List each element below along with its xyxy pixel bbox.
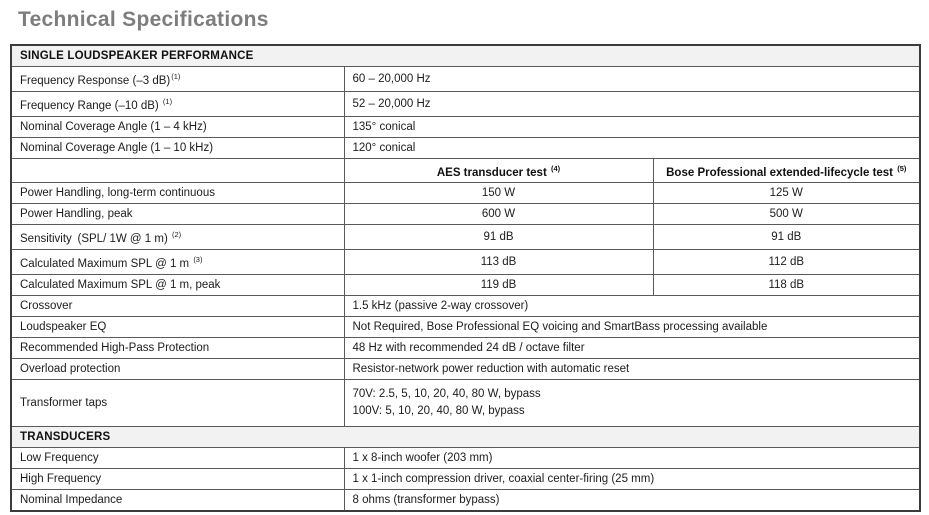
section-header-label: TRANSDUCERS: [11, 427, 920, 448]
spec-label: Frequency Response (–3 dB): [20, 74, 171, 87]
transformer-taps-70v: 70V: 2.5, 5, 10, 20, 40, 80 W, bypass: [352, 388, 541, 401]
spec-label: Frequency Range (–10 dB): [20, 99, 159, 112]
spec-label-cell: [11, 380, 344, 427]
table-row-power-handling-peak: [11, 204, 920, 225]
table-row-high-pass-protection: [11, 338, 920, 359]
spec-label-cell: [11, 338, 344, 359]
column-header-label: Bose Professional extended-lifecycle test: [666, 166, 894, 179]
footnote-marker: (4): [550, 163, 561, 173]
table-row-test-column-headers: [11, 158, 920, 183]
spec-label: Calculated Maximum SPL @ 1 m: [20, 258, 190, 271]
spec-value-aes-cell: 600 W: [344, 204, 653, 225]
empty-cell: [11, 158, 344, 183]
table-row-max-spl: [11, 250, 920, 275]
spec-value-cell: 120° conical: [344, 137, 920, 158]
spec-label: Calculated Maximum SPL @ 1 m, peak: [20, 279, 221, 292]
table-row-transformer-taps: [11, 380, 920, 427]
spec-label: Nominal Coverage Angle (1 – 4 kHz): [20, 120, 207, 133]
page-title: Technical Specifications: [18, 8, 269, 31]
table-row-sensitivity: [11, 225, 920, 250]
spec-label-cell: [11, 359, 344, 380]
spec-label: Power Handling, peak: [20, 208, 133, 221]
table-row-frequency-range: [11, 91, 920, 116]
spec-value-cell: 1 x 8-inch woofer (203 mm): [344, 448, 920, 469]
spec-value-cell: Not Required, Bose Professional EQ voicing and SmartBass processing available: [344, 317, 920, 338]
spec-label-cell: [11, 204, 344, 225]
footnote-marker: (1): [171, 72, 181, 81]
transformer-taps-100v: 100V: 5, 10, 20, 40, 80 W, bypass: [352, 405, 525, 418]
spec-value-aes-cell: 119 dB: [344, 275, 653, 296]
spec-value-cell: 60 – 20,000 Hz: [344, 67, 920, 92]
technical-specifications-table: [10, 44, 921, 512]
spec-value-cell: Resistor-network power reduction with automatic reset: [344, 359, 920, 380]
spec-label-cell: [11, 183, 344, 204]
spec-value-cell: 8 ohms (transformer bypass): [344, 490, 920, 512]
table-row-frequency-response: [11, 67, 920, 92]
spec-label-cell: [11, 490, 344, 512]
column-header-bose-test: [653, 158, 920, 183]
spec-value-bose-cell: 112 dB: [653, 250, 920, 275]
spec-value-bose-cell: 118 dB: [653, 275, 920, 296]
footnote-marker: (5): [897, 163, 907, 173]
section-header-label: SINGLE LOUDSPEAKER PERFORMANCE: [11, 45, 920, 67]
spec-label-cell: [11, 275, 344, 296]
spec-label-cell: [11, 225, 344, 250]
section-header-transducers: [11, 427, 920, 448]
spec-label: Transformer taps: [20, 396, 108, 409]
spec-label: Power Handling, long-term continuous: [20, 187, 215, 200]
spec-label-cell: [11, 137, 344, 158]
spec-label: Crossover: [20, 300, 73, 313]
spec-label: Low Frequency: [20, 452, 99, 465]
spec-label-cell: [11, 67, 344, 92]
column-header-label: AES transducer test: [436, 166, 547, 179]
table-row-low-frequency: [11, 448, 920, 469]
table-row-power-handling-continuous: [11, 183, 920, 204]
spec-value-cell: 135° conical: [344, 116, 920, 137]
spec-value-bose-cell: 500 W: [653, 204, 920, 225]
spec-value-cell: [344, 380, 920, 427]
spec-value-bose-cell: 91 dB: [653, 225, 920, 250]
spec-label-cell: [11, 116, 344, 137]
spec-value-cell: 1 x 1-inch compression driver, coaxial center-firing (25 mm): [344, 469, 920, 490]
spec-label-cell: [11, 296, 344, 317]
column-header-aes-test: [344, 158, 653, 183]
table-row-coverage-angle-1-10khz: [11, 137, 920, 158]
section-header-single-loudspeaker-performance: [11, 45, 920, 67]
spec-label: Overload protection: [20, 363, 121, 376]
table-row-coverage-angle-1-4khz: [11, 116, 920, 137]
footnote-marker: (2): [172, 230, 182, 240]
footnote-marker: (3): [193, 255, 203, 265]
spec-value-aes-cell: 91 dB: [344, 225, 653, 250]
spec-value-cell: 1.5 kHz (passive 2-way crossover): [344, 296, 920, 317]
table-row-overload-protection: [11, 359, 920, 380]
spec-label: Sensitivity (SPL/ 1W @ 1 m): [20, 233, 168, 246]
spec-label-cell: [11, 469, 344, 490]
spec-value-bose-cell: 125 W: [653, 183, 920, 204]
table-row-max-spl-peak: [11, 275, 920, 296]
footnote-marker: (1): [162, 96, 173, 106]
spec-label-cell: [11, 448, 344, 469]
spec-label-cell: [11, 317, 344, 338]
spec-label-cell: [11, 250, 344, 275]
spec-value-cell: 48 Hz with recommended 24 dB / octave filter: [344, 338, 920, 359]
table-row-high-frequency: [11, 469, 920, 490]
spec-label: Recommended High-Pass Protection: [20, 342, 210, 355]
spec-value-cell: 52 – 20,000 Hz: [344, 91, 920, 116]
spec-label: Nominal Impedance: [20, 494, 123, 507]
table-row-crossover: [11, 296, 920, 317]
spec-label: High Frequency: [20, 473, 102, 486]
spec-value-aes-cell: 113 dB: [344, 250, 653, 275]
spec-label: Nominal Coverage Angle (1 – 10 kHz): [20, 141, 214, 154]
table-row-loudspeaker-eq: [11, 317, 920, 338]
spec-label-cell: [11, 91, 344, 116]
spec-label: Loudspeaker EQ: [20, 321, 107, 334]
table-row-nominal-impedance: [11, 490, 920, 512]
spec-value-aes-cell: 150 W: [344, 183, 653, 204]
